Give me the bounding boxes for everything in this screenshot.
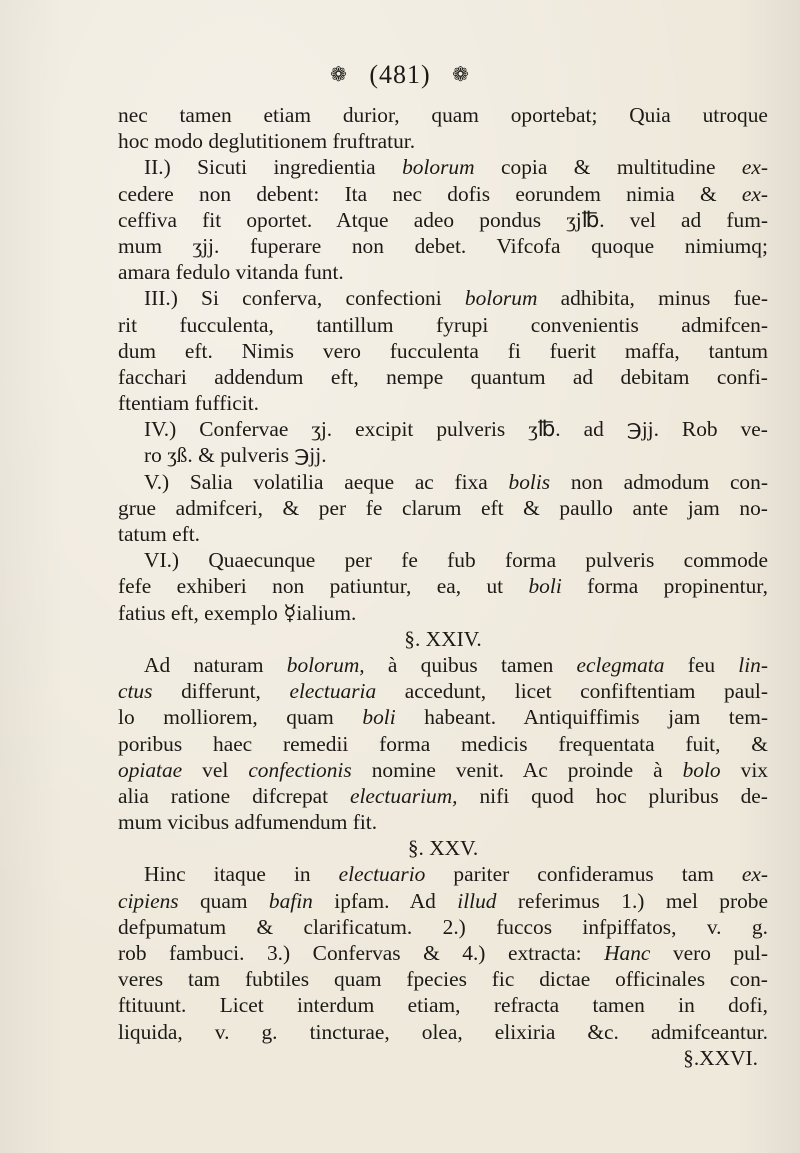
text-line: poribus haec remedii forma medicis frequentata fuit, & xyxy=(118,731,768,756)
text-line: cedere non debent: Ita nec dofis eorundem nimia & ex- xyxy=(118,181,769,206)
text-line: opiatae vel confectionis nomine venit. Ac proinde à bolo vix xyxy=(118,757,768,782)
text-line: IV.) Confervae ʒj. excipit pulveris ʒ℔. ad ℈jj. Rob ve- xyxy=(144,417,768,442)
section-heading: §. XXIV. xyxy=(404,626,482,651)
text-line: Ad naturam bolorum, à quibus tamen eclegmata feu lin- xyxy=(144,652,769,677)
text-line: alia ratione difcrepat electuarium, nifi quod hoc pluribus de- xyxy=(118,783,768,808)
text-line: facchari addendum eft, nempe quantum ad debitam confi- xyxy=(118,364,768,389)
text-line: Hinc itaque in electuario pariter confideramus tam ex- xyxy=(144,862,769,887)
text-line: V.) Salia volatilia aeque ac fixa bolis non admodum con- xyxy=(144,469,768,494)
section-heading: §. XXV. xyxy=(407,836,479,861)
text-line: fatius eft, exemplo ☿ialium. xyxy=(118,600,357,625)
text-line: grue admifceri, & per fe clarum eft & paullo ante jam no- xyxy=(118,495,768,520)
flower-ornament-icon: ❁ xyxy=(452,64,470,86)
text-line: rit fucculenta, tantillum fyrupi convenientis admifcen- xyxy=(118,312,768,337)
page-number: (481) xyxy=(369,60,431,89)
section-heading: §.XXVI. xyxy=(683,1045,758,1070)
text-line: defpumatum & clarificatum. 2.) fuccos infpiffatos, v. g. xyxy=(118,914,768,939)
text-line: hoc modo deglutitionem fruftratur. xyxy=(118,129,416,154)
text-line: nec tamen etiam durior, quam oportebat; Quia utroque xyxy=(118,103,768,127)
text-line: amara fedulo vitanda funt. xyxy=(118,260,344,285)
text-line: II.) Sicuti ingredientia bolorum copia & multitudine ex- xyxy=(144,155,768,180)
text-line: lo molliorem, quam boli habeant. Antiquiffimis jam tem- xyxy=(118,705,768,730)
page-header xyxy=(0,60,800,90)
text-line: ftentiam fufficit. xyxy=(118,391,259,416)
text-line: veres tam fubtiles quam fpecies fic dictae officinales con- xyxy=(118,967,768,992)
flower-ornament-icon: ❁ xyxy=(330,64,348,86)
text-line: VI.) Quaecunque per fe fub forma pulveris commode xyxy=(144,548,768,573)
text-line: fefe exhiberi non patiuntur, ea, ut boli forma propinentur, xyxy=(118,574,768,599)
text-line: ftituunt. Licet interdum etiam, refracta tamen in dofi, xyxy=(118,993,768,1018)
text-line: ro ʒß. & pulveris ℈jj. xyxy=(144,443,327,468)
body-text xyxy=(118,102,768,1071)
text-line: ctus differunt, electuaria accedunt, licet confiftentiam paul- xyxy=(118,679,768,704)
text-line: liquida, v. g. tincturae, olea, elixiria &c. admifceantur. xyxy=(118,1019,768,1044)
text-line: tatum eft. xyxy=(118,522,200,546)
text-line: mum ʒjj. fuperare non debet. Vifcofa quoque nimiumq; xyxy=(118,233,768,258)
text-line: rob fambuci. 3.) Confervas & 4.) extracta: Hanc vero pul- xyxy=(118,941,768,965)
text-line: cipiens quam bafin ipfam. Ad illud referimus 1.) mel probe xyxy=(118,888,769,913)
text-line: ceffiva fit oportet. Atque adeo pondus ʒj℔. vel ad fum- xyxy=(118,207,768,232)
text-line: dum eft. Nimis vero fucculenta fi fuerit maffa, tantum xyxy=(118,338,769,363)
text-line: mum vicibus adfumendum fit. xyxy=(118,810,378,835)
text-line: III.) Si conferva, confectioni bolorum adhibita, minus fue- xyxy=(144,286,768,311)
